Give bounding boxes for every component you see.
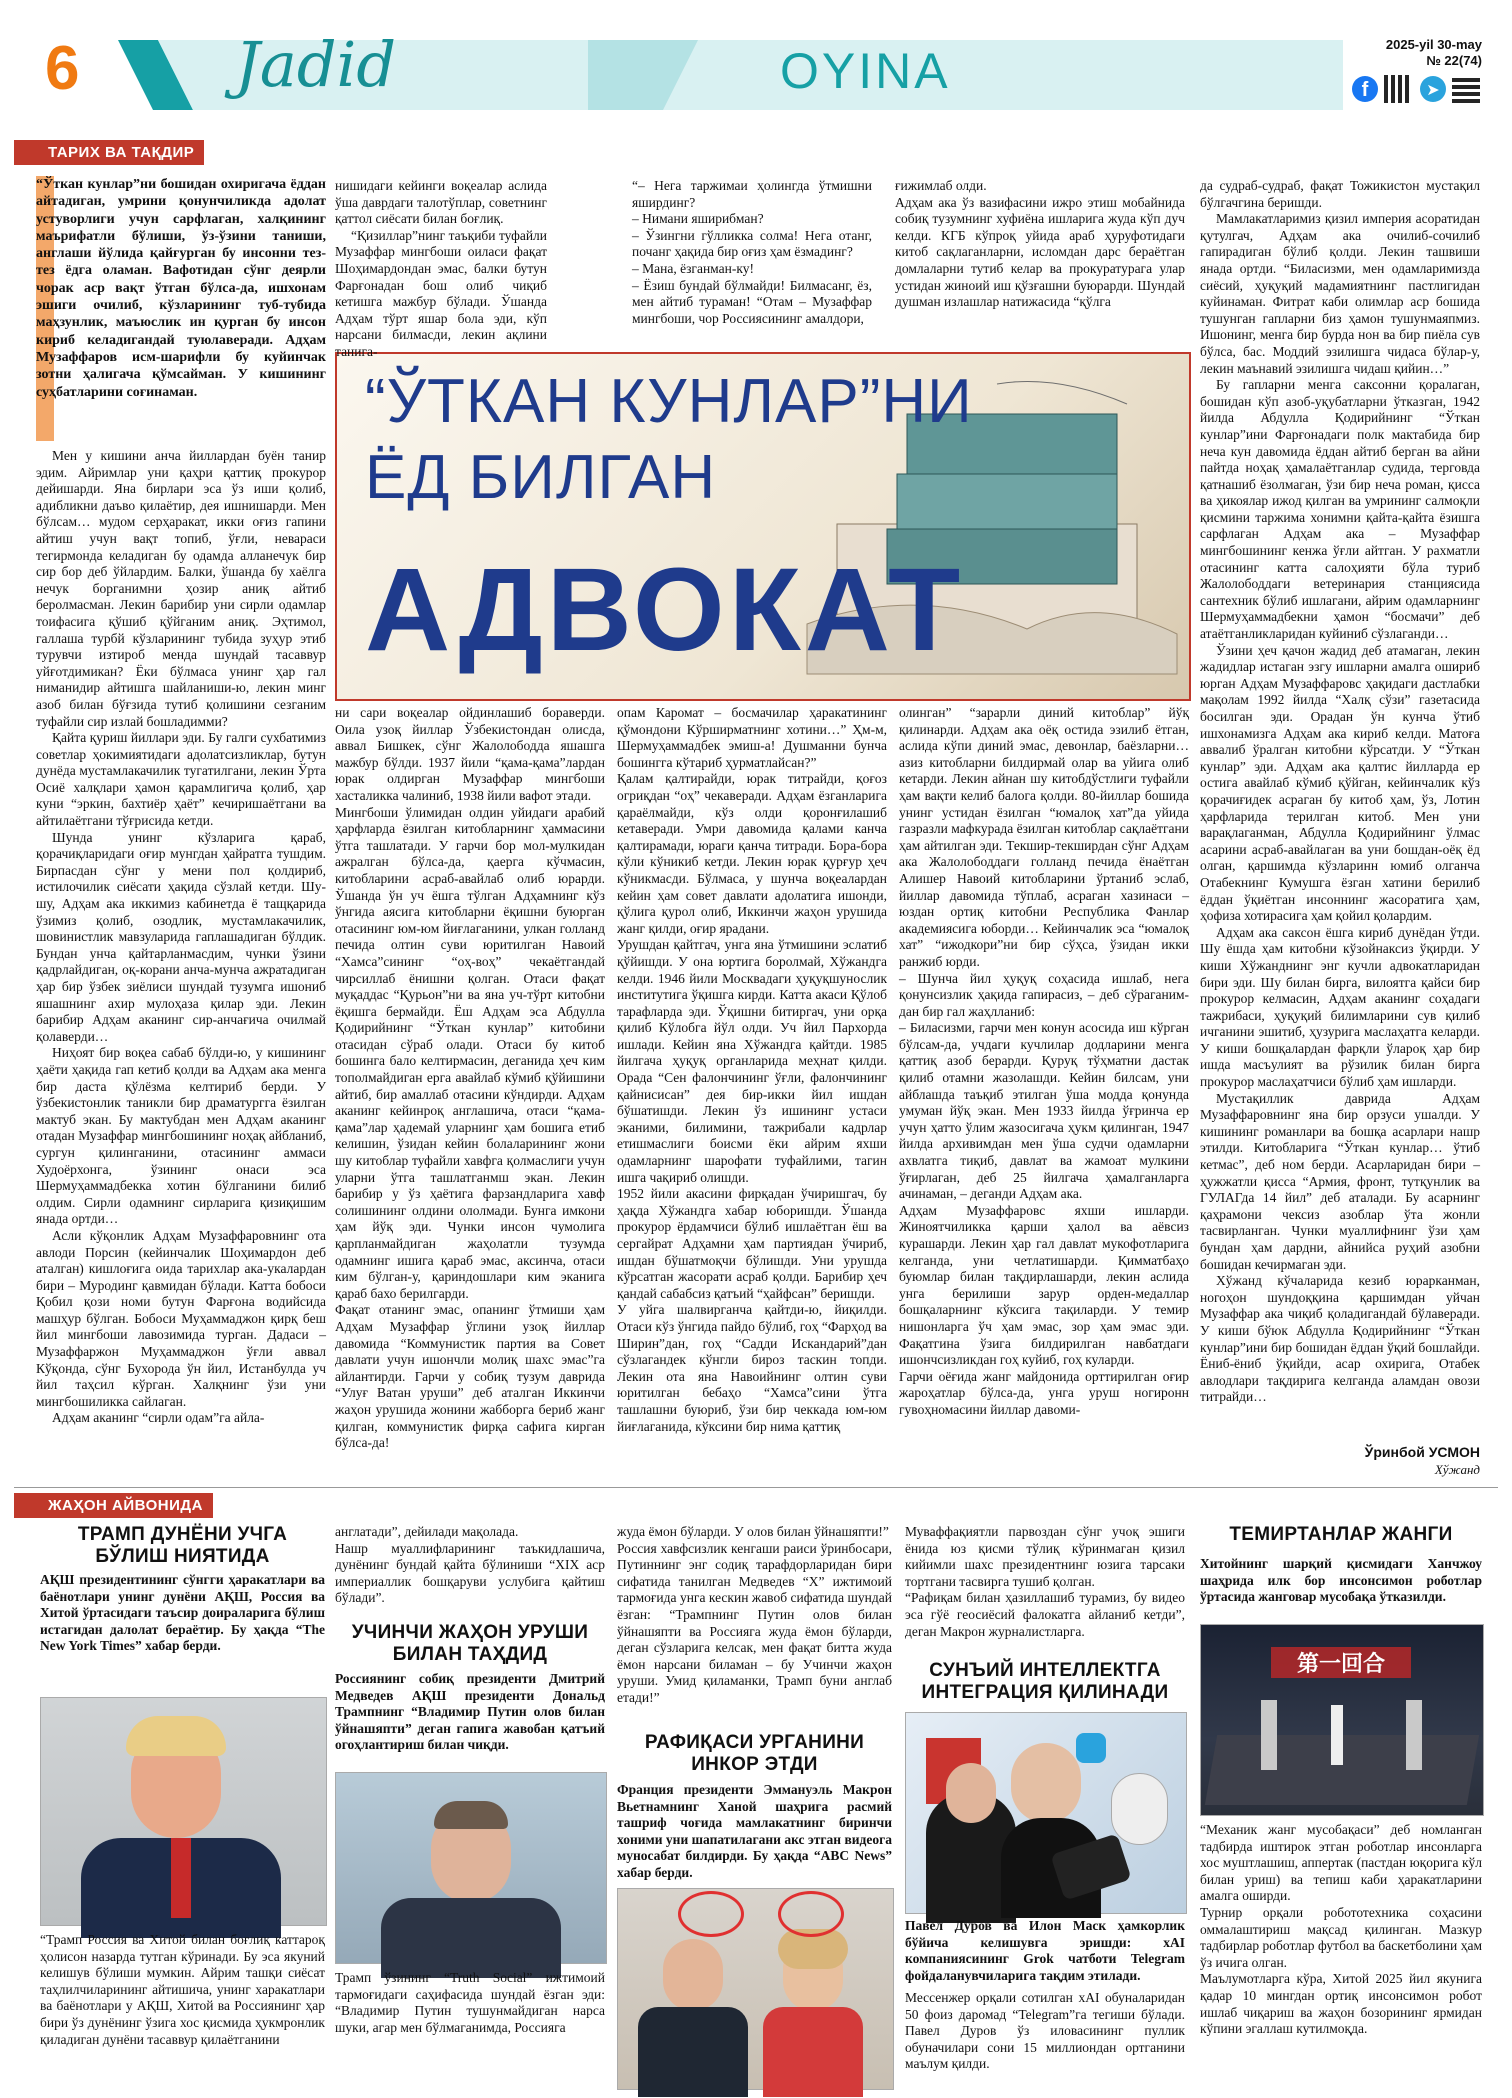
section-name: OYINA [780, 43, 951, 99]
qr-code-icon[interactable] [1384, 75, 1412, 103]
medvedev-photo [335, 1772, 607, 1964]
paragraph: Ниҳоят бир воқеа сабаб бўлди-ю, у кишининг ҳаёти ҳақида гап кетиб қолди ва Адҳам ака менга бир даста қўлёзма келтириб берди. У ўзбекистонлик таникли бир драматургга ёзилган мактуб экан. Бу мактубдан мен Адҳам аканинг отадан Музаффар мингбошининг ноҳақ айбланиб, сургун қилинганини, отасининг аммаси Худоёрхонга, ўзининг онаси эса Шермуҳаммадбекка хотин бўлганини билиб олдим. Сирли одамнинг сирларига қизиқишим янада ортди… [36, 1045, 326, 1227]
article-body: Трамп ўзининг “Truth Social” ижтимоий тармоғидаги саҳифасида шундай ёзган эди: “Владимир Путин тушунмайдиган нарса шуки, агар мен бўлмаганимда, Россияга [335, 1970, 605, 2035]
feature-title-block [335, 352, 1191, 701]
trump-photo [40, 1697, 327, 1926]
article-title: ТРАМП ДУНЁНИ УЧГА БЎЛИШ НИЯТИДА [77, 1524, 288, 1567]
article-title: РАФИҚАСИ УРГАНИНИ ИНКОР ЭТДИ [644, 1732, 865, 1775]
paragraph: Асли кўқонлик Адҳам Музаффаровнинг ота авлоди Порсин (кейинчалик Шоҳимардон деб аталган) кишлоғига оида тарихлар ака-укалардан бири – Муродинг қавмидан бўлади. Катта бобоси Қобил қози номи бутун Фарғона водийсида машҳур бўлган. Бобоси Муҳаммаджон қирқ беш йил мингбоши лавозимида турган. Дадаси – Музаффаржон Муҳаммаджон ўғли аввал Кўқонда, сўнг Бухорода ўн йил, Истанбулда уч йил таҳсил кўрган. Халқнинг ўзи уни мингбошиликка сайлаган. [36, 1227, 326, 1409]
section-rubric: ТАРИХ ВА ТАҚДИР [14, 140, 204, 165]
article-title: СУНЪИЙ ИНТЕЛЛЕКТГА ИНТЕГРАЦИЯ ҚИЛИНАДИ [921, 1660, 1169, 1703]
article-body: жуда ёмон бўларди. У олов билан ўйнашяпти!” Россия хавфсизлик кенгаши раиси ўринбосари, Путиннинг энг содиқ тарафдорларидан бири сифатида танилган Медведев “X” ижтимоий тармоғида унга кескин жавоб сифатида шундай ёзган: “Трампнинг Путин олов билан ўйнашяпти ва Россияга жуда ёмон бўларди, деган сўзларига келсак, мен фақат битта жуда ёмон нарсани биламан – бу Учинчи жаҳон уруши. Умид қиламанки, Трамп буни англаб етади!” [617, 1524, 892, 1705]
paragraph: Бу гапларни менга саксонни қоралаган, бошидан кўп азоб-уқубатларни ўтказган, 1942 йилда Абдулла Қодирийнинг “Ўткан кунлар”ини Фарғонадаги полк мактабида бир неча кун давомида ёддан айтиб берган ва айни пайтда ноҳақ ҳамалаётганлар судида, терговда қатнашиб ёзолмаган, ўзи бир неча роман, қисса ва ҳикоялар ижод қилган ва умрининг салмоқли қисмини таржима хонимни қайта-қайта ёзишга сарфлаган Адҳам ака – Музаффар мингбошининг кенжа ўғли айтган. У рахматли отасининг катта салоҳияти бўла туриб Жалолободдаги ветеринария станциясида сантехник бўлиб ишлагани, айрим одамларнинг Шермуҳаммадбекни ҳамон “босмачи” деб атаётганликларидан куйиниб сўзлаганди… [1200, 377, 1480, 642]
article-col3-lower: опам Каромат – босмачилар ҳаракатининг қўмондони Кўрширматнинг хотини…” Ҳм-м, Шермуҳаммадбек эмиш-а! Душманни бунча бошингга кўтариб ҳурматлайсан?” Қалам қалтирайди, юрак титрайди, қоғоз огриқдан “оҳ” чекаверади. Адҳам ёзганларига қараёлмайди, кўз олди қоронғилашиб кетаверади. Умри давомида қалами канча қалтирамади, юраги қанча титради. Бора-бора кўли кўникиб кетди. Лекин юрак қурғур ҳеч кўникмасди. Бўлмаса, у шунча воқеалардан кейин ҳам совет давлати адолатига ишонди, қўлига қурол олиб, Иккинчи жаҳон урушида жанг қилди, оғир ярадани. Урушдан қайтгач, унга яна ўтмишини эслатиб қўйишди. У она юртига боролмай, Хўжандга келди. 1946 йили Москвадаги ҳуқуқшунослик институтига ўқишга кирди. Катта акаси Қўлоб тарафларда эди. Ўқишни битиргач, уни орқа қилиб Кўлобга йўл олди. Уч йил Пархорда ишлади. Кейин яна Хўжандга қайтди. 1985 йилгача ҳуқуқ органларида меҳнат қилди. Орада “Сен фалончининг ўғли, фалончининг қайнисисан” дея бир-икки йил ишдан бўшатишди. Лекин ўз ишининг устаси эканими, билимини, тажрибали кадрлар етишмаслиги боисми ёки айрим яхши одамларнинг шарофати туфайлими, тагин ишга чақириб олишди. 1952 йили акасини фирқадан ўчиришгач, бу ҳақда Хўжандга хабар юборишди. Ўшанда прокурор ёрдамчиси бўлиб ишлаётган ёш ва сергайрат Адҳамни ҳам партиядан ўчириб, ишдан бўшатмоқчи бўлишди. Уни урушда кўрсатган жасорати асраб қолди. Барибир ҳеч қандай сабабсиз қатъий “ҳайфсан” беришди. У уйга шалвирганча қайтди-ю, йиқилди. Отаси кўз ўнгида пайдо бўлиб, гоҳ “Фарҳод ва Ширин”дан, гоҳ “Садди Искандарий”дан сўзлагандек кўнгли бирoз таскин топди. Лекин ота яна Навоийнинг олтин суви юритилган бебаҳо “Хамса”сини ўтга ташлашни буюриб, ўзи бир чеккада юм-юм йиғлаганида, кўксини бир нима қаттиқ [617, 705, 887, 1434]
paragraph: да судраб-судраб, фақат Тожикистон мустақил бўлгачгина беришди. [1200, 178, 1480, 210]
paragraph: Шунда унинг кўзларига қараб, қорачиқларидаги оғир мунгдан ҳайратга тушдим. Бирпасдан сўнг у мени пол қолдириб, истилочилик сиёсати ҳақида сўзлай кетди. Шу-шу, Адҳам ака иккимиз кабинетда ё тащқарида ўзимиз қолиб, озодлик, мустамлакачилик, шовинистлик мавзуларида гаплашадиган бўлдик. Бундан унча қайтарланмасдим, чунки ўзини қадрлайдиган, оқ-корани анча-мунча ажратадиган ҳар бир ўзбек зиёлиси шундай тузумга ишониб яшашнинг ахир мулоҳаза қилар эди. Лекин барибир Адҳам аканинг сир-анчағича очилмай қолаверди… [36, 829, 326, 1044]
paragraph: Адҳам ака саксон ёшга кириб дунёдан ўтди. Шу ёшда ҳам китобни кўзойнаксиз ўқирди. У киши Хўжанднинг энг кучли адвокатларидан бири эди. Шу билан бирга, вилоятга қайси бир прокурор келмасин, Адҳам аканинг соҳадаги тажрибаси, ҳуқуқий билимларини сув қилиб ичганини эшитиб, ҳузурига маслаҳатга келарди. У киши бошқалардан фарқли ўлароқ ҳар бир ишда масъулият ва рўзилик билан бирга прокурор маслаҳатчиси бўлиб ҳам ишларди. [1200, 924, 1480, 1090]
durov-musk-photo [905, 1712, 1187, 1914]
robot-fight-photo [1200, 1624, 1484, 1816]
article-body: Муваффақиятли парвоздан сўнг учоқ эшиги ёнида юз қисми тўлиқ кўринмаган қизил кийимли шахс президентнинг юзига тарсаки тортгани тасвирга тушиб қолган. “Рафиқам билан ҳазиллашиб турамиз, бу видео эса гўё геосиёсий фалокатга айланиб кетди”, деган Макрон журналистларга. [905, 1524, 1185, 1639]
paragraph: Ўзини ҳеч қачон жадид деб атамаган, лекин жадидлар истаган эзгу ишларни амалга ошириб юрган Адҳам Музаффаровс ҳақидаги дастлабки мақолам 1992 йилда “Халқ сўзи” газетасида босилган эди. Орадан ўн кунча ўтиб ишхонамизга Адҳам ака кириб келди. Матоға аввалиб ўралган китобни кўрсатди. У “Ўткан кунлар” эди. Адҳам ака қалтис йилларда ер остига авайлаб кўмиб қўйган, кейинчалик кўз қорачиғидек асраган бу китоб ҳам, ўз, Лотин ҳарфларида терилган китоб. Мен уни варақлаганман, Абдулла Қодирийнинг ўлмас асарини асраб-авайлаган ва уни бошдан-оёқ ёд олган, қаршимда кўзларинн юмиб олганча Отабекнинг Кумушга ёзган хатини берилиб ёддан ўқиётган инсоннинг жасоратига ҳам, ҳофиза хотирасига ҳам қойил қолардим. [1200, 642, 1480, 924]
article-body: Мессенжер орқали сотилган xAI обуналаридан 50 фоиз даромад “Telegram”га тегиши бўлади. Павел Дуров ўз иловасининг пуллик обуначилари сони 15 миллиондан ортганини маълум қилди. [905, 1990, 1185, 2072]
paragraph: Хўжанд кўчаларида кезиб юрарканман, ногоҳон шундоққина қаршимдан уйчан Музаффар ака чиқиб қоладигандай бўлаверади. У киши бўюк Абдулла Қодирийнинг “Ўткан кунлар”ини бир бошидан ёддан ўқий бошлайди. Ёниб-ёниб ўқийди, асар охирига, Отабек авлодлари тақдирига келганда аламдан овози титрайди… [1200, 1273, 1480, 1405]
article-lead: АҚШ президентининг сўнгги ҳаракатлари ва баёнотлари унинг дунёни АҚШ, Россия ва Хитой ўртасидаги таъсир доираларига бўлиш истагидан далолат бераётир. Бу ҳақда “The New York Times” хабар берди. [40, 1572, 325, 1654]
article-body: “Трамп Россия ва Хитой билан боғлиқ каттароқ ҳолисон назарда тутган кўринади. Бу эса якуний келишув бўлиши мумкин. Айрим ташқи сиёсат таҳлилчиларининг айтишича, унинг харакатлари ва баёнотлари у АҚШ, Хитой ва Россиянинг ҳар бири ўз дунёнинг ўзига хос қисмида ҳукмронлик қиладиган дунёни тасаввур қилаётганини [40, 1932, 325, 2047]
qr-code-icon[interactable] [1452, 75, 1480, 103]
article-lead: Франция президенти Эммануэль Макрон Вьетнамнинг Ханой шаҳрига расмий ташриф чоғида мамлакатнинг биринчи хоними уни шапатилагани акс этган видеога муносабат билдирди. Бу ҳақда “ABC News” хабар берди. [617, 1782, 892, 1880]
title-line-3: АДВОКАТ [365, 544, 965, 676]
facebook-icon[interactable]: f [1352, 76, 1378, 102]
paragraph: Мамлакатларимиз қизил империя асоратидан қутулгач, Адҳам ака очилиб-сочилиб гапирадиган бўлиб қолди. Лекин ташвиши янада ортди. “Биласизми, мен одамларимизда сиёсий, ҳуқуқий мадамиятнинг пастлигидан куйинаман. Фитрат каби олимлар аср бошида тушунган гапларни биз ҳамон тушунмаяпмиз. Ишонинг, менга бир бурда нон ва бир пиёла сув бўлса, бас. Моддий эзилишга чидаса бўлар-у, лекин маънавий эзилишга чидаш қийин…” [1200, 211, 1480, 376]
article-body: англатади”, дейилади мақолада. Нашр муаллифларининг таъкидлашича, дунёнинг бундай қайта бўлиниши “XIX аср империаллик бошқаруви услубига қайтиш бўлади”. [335, 1524, 605, 1606]
article-col2-top: нишидаги кейинги воқеалар аслида ўша даврдаги талотўплар, советнинг қаттол сиёсати билан боғлиқ. “Қизиллар”нинг таъқиби туфайли Музаффар мингбоши оиласи фақат Шоҳимардондан эмас, балки бутун Фарғонадан бош олиб чиқиб кетишга мажбур бўлади. Ўшанда Адҳам тўрт яшар бола эди, кўп нарсани билмасди, лекин ақлини танига- [335, 178, 547, 359]
macron-photo [617, 1888, 894, 2090]
article-lead: “Ўткан кунлар”ни бошидан охиригача ёддан айтадиган, умрини қонунчиликда адолат устуворлиги учун сарфлаган, халқининг маърифатли бўлиши, ўз-ўзини таниши, англаши йўлида қайғурган бу инсонни тез-тез ёдга оламан. Вафотидан сўнг деярли чорак аср вақт ўтган бўлса-да, ишхонам эшиги очилиб, кўзларининг туб-тубида маҳзунлик, маъюслик ин қурган бу инсон кириб келадигандай туюлаверади. Адҳам Музаффаров исм-шарифли бу куйинчак зотни ҳалигача қўмсайман. У кишининг суҳбатларини соғинаман. [36, 176, 326, 441]
article-lead: Павел Дуров ва Илон Маск ҳамкорлик бўйича келишувга эришди: xAI компаниясининг Grok чатботи Telegram фойдаланувчиларига тақдим этилади. [905, 1918, 1185, 1983]
social-icons [1352, 73, 1482, 107]
article-col4-lower: олинган” “зарарли диний китоблар” йўқ қилинарди. Адҳам ака оёқ остида эзилиб ётган, аслида кўпи диний эмас, девонлар, баёзларни… азиз китобларни билдирмай олар ва уйига олиб кетарди. Лекин айнан шу китобдўстлиги туфайли ҳам вақти келиб балога қолди. 80-йиллар бошида унинг устидан ёзилган “юмалоқ хат”да уйида газразли мафкурада ёзилган китоблар сақлаётгани ҳам айтилган эди. Текшир-текширдан сўнг Адҳам ака Жалолободдаги голланд печида ёнаётган Алишер Навоий китобларини ўртаниб эслаб, йиллар давомида тўплаб, асраган хазинаси – юздан ортиқ китобни Республика Фанлар академиясига юборди… Кейинчалик эса “юмалоқ хат” “ижодкори”ни бир сўҳса, ўзидан икки ранжиб юрди. – Шунча йил ҳуқуқ соҳасида ишлаб, нега қонунсизлик ҳақида гапирасиз, – деб сўраганимдан бир гал жаҳлланиб: – Биласизми, гарчи мен конун асосида иш кўрган бўлсам-да, учдаги кучлилар додларини менга қаттиқ азоб берарди. Қуруқ тўҳматни дастак қилиб отамни жазолашди. Кейин билсам, уни айблашда таъқиб этилган ўша модда қонунда умуман йўқ экан. Мен 1933 йилда ўғринча ер учун ҳатто ўлим жазосигача ҳукм қилинган, 1947 йилда архивимдан мен ўша судчи одамларни ахвлатга тиқиб, давлат ва жамоат мулкини ўғирлаган, деб 25 йилгача ҳамалганларга ачинаман, – деганди Адҳам ака. Адҳам Музаффаровс яхши ишларди. Жиноятчиликка қарши ҳалол ва аёвсиз курашарди. Лекин ҳар гал давлат мукофотларига келганда, уни четлатишарди. Қимматбаҳо буюмлар билан тақдирлашарди, лекин аслида унга берилиши зарур орден-медаллар бошқаларнинг кўксига тақиларди. У темир нишонларга ўч ҳам эмас, зор ҳам эмас эди. Фақатгина ўзига билдирилган навбатдаги ишончсизликдан гоҳ куйиб, гоҳ куларди. Гарчи оёғида жанг майдонида орттирилган оғир жароҳатлар бўлса-да, унга уруш ногиронн гувоҳномасини йиллар давоми- [899, 705, 1189, 1417]
arena-banner: 第一回合 [1271, 1647, 1411, 1678]
author-name: Ўринбой УСМОН [1364, 1444, 1480, 1460]
article-title: УЧИНЧИ ЖАҲОН УРУШИ БИЛАН ТАҲДИД [351, 1622, 589, 1665]
brand-logo: Jadid [235, 28, 397, 101]
page-number: 6 [45, 34, 80, 103]
article-col3-top: “– Нега таржимаи ҳолингда ўтмишни яширдинг? – Нимани яширибман? – Ўзингни гўлликка солма! Нега отанг, почанг ҳақида бир оғиз ҳам ёзмадинг? – Мана, ёзганман-ку! – Ёзиш бундай бўлмайди! Билмасанг, ёз, мен айтиб тураман! “Отам – Музаффар мингбоши, чор Россиясининг амалдори, [632, 178, 872, 326]
article-col5 [1200, 178, 1480, 1468]
section-rubric: ЖАҲОН АЙВОНИДА [14, 1493, 213, 1518]
telegram-icon[interactable]: ➤ [1420, 76, 1446, 102]
issue-number: № 22(74) [1426, 53, 1482, 68]
article-lead: Хитойнинг шарқий қисмидаги Ханчжоу шаҳрида илк бор инсонсимон роботлар ўртасида жанговар мусобақа ўтказилди. [1200, 1556, 1482, 1605]
author-city: Хўжанд [1434, 1462, 1480, 1477]
article-col2-lower: ни сари воқеалар ойдинлашиб бораверди. Оила узоқ йиллар Ўзбекистондан олисда, аввал Бишкек, сўнг Жалолободда яшашга мажбур бўлди. 1937 йили “қама-қама”лардан юрак олдирган Музаффар мингбоши хасталикка чалиниб, 1938 йили вафот этади. Мингбоши ўлимидан олдин уйидаги арабий ҳарфларда ёзилган китобларнинг ҳаммасини ўтга ташлатади. У гарчи бор мол-мулкидан ажралган бўлса-да, қаерга кўчмасин, китобларини асраб-авайлаб олиб юрарди. Ўшанда ўн уч ёшга тўлган Адҳамнинг кўз ўнгида аясига китобларни ёқишни буюрган отасининг юм-юм йиғлаганини, улкан голланд печида олтин суви юритилган Навоий “Хамса”сининг “оҳ-воҳ” чекаётгандай чирсиллаб ёнишни қолган. Отаси фақат муқаддас “Қурьон”ни ва яна уч-тўрт китобни ёқишга бермайди. Ёш Адҳам эса Абдулла Қодирийнинг “Ўткан кунлар” китобини отасидан сўраб олади. Отаси бу китоб бошинга бало келтирмасин, деганида ҳеч ким тополмайдиган ерга авайлаб кўмиб қўйишини айтиб, бир амаллаб отасини кўндирди. Адҳам аканинг кейинроқ англашича, отаси “қама-қама”лар ҳадемай уларнинг ҳам бошига етиб келишин, ўзидан кейин болаларининг жони шу китоблар туфайли хавфга қолмаслиги учун уларни ўтга ташлатганмш экан. Лекин барибир у ўз ҳаётига фарзандларига хавф солишининг олдини ололмади. Бунга имкони ҳам йўқ эди. Чунки инсон чумолига қарпланмайдиган жаҳолатли тузумда одамнинг ишига қараб эмас, аксинча, отаси ким бўлган-у, қариндошлари ким эканига қараб бахо берилгарди. Фақат отанинг эмас, опанинг ўтмиши ҳам Адҳам Музаффар ўглини узоқ йиллар давомида “Коммунистик партия вa Совет давлати учун ишончли молиқ шахс эмас”га айлантирди. Гарчи у собиқ тузум даврида “Улуғ Ватан уруши” деб аталган Иккинчи жаҳон урушида жонини жабборга бериб жанг қилган, коммунистик фирқа сафига кирган бўлса-да! [335, 705, 605, 1451]
page-header [0, 0, 1512, 118]
paragraph: Адҳам аканинг “сирли одам”га айла- [52, 1410, 265, 1426]
article-lead: Россиянинг собиқ президенти Дмитрий Медведев АҚШ президенти Дональд Трампнинг “Владимир Путин олов билан ўйнашяпти” деган гапига жавобан қатъий огоҳлантириш билан чиқди. [335, 1671, 605, 1753]
article-body: “Механик жанг мусобақаси” деб номланган тадбирда иштирок этган роботлар инсонларга хос муштлашиш, аппертак (пастдан юқорига кўл билан уриш) ва тепиш каби ҳаракатларини амалга оширди. Турнир орқали робототехника соҳасини оммалаштириш мақсад қилинган. Мазкур тадбирлар роботлар футбол ва баскетболини ҳам ўз ичига олган. Маълумотларга кўра, Хитой 2025 йил якунига қадар 10 мингдан ортиқ инсонсимон робот ишлаб чиқариш ва жаҳон бозорининг ярмидан кўпини эгаллаш кутилмоқда. [1200, 1822, 1482, 2037]
article-col1 [36, 448, 326, 1488]
paragraph: Мен у кишини анча йиллардан буён танир эдим. Айримлар уни қаҳри қаттиқ прокурор дейишарди. Яна бирлари эса ўз иши қолиб, адибликни даъво қилаётир, дея ишнишарди. Мен бўлсам… мудом серҳаракат, икки оғиз гапини айтиш учун вақт топиб, ўғли, невараси тегирмонда келадиган бу одамда алланечук бир сир бор деб ўйлардим. Балки, ўшанда бу хаёлга нечук борганимни ҳозир аниқ айтиб беролмасман. Лекин барибир уни сирли одамлар тоифасига қўшиб қўйганим аниқ. Эҳтимол, галлаша турбй кўзларининг тубида зуҳур этиб турувчи изтироб менда шундай тасаввур уйғотдимикан? Ёки бўлмаса унинг ҳар гал ниманидир айтишга шайланиши-ю, лекин минг азоб билан бўғзида тутиб қолишини сезганим туфайли сир излай бошладимми? [36, 448, 326, 729]
title-line-2: ЁД БИЛГАН [365, 443, 717, 512]
issue-date: 2025-yil 30-may [1385, 37, 1482, 52]
section-divider [14, 1487, 1498, 1488]
title-line-1: “ЎТКАН КУНЛАР”НИ [365, 367, 973, 436]
paragraph: Қайта қуриш йиллари эди. Бу галги сухбатимиз советлар ҳокимиятидаги адолатсизликлар, бутун дунёда мустамлакачилик тугатилгани, лекин Ўрта Осиё халқлари ҳамон қарамлигича қолиб, ҳар куни “эркин, бахтиёр ҳаёт” кечиришаётгани ва айтилаётгани тўғрисида кетди. [36, 730, 326, 829]
paragraph: Мустақиллик даврида Адҳам Музаффаровнинг яна бир орзуси ушалди. У кишининг романлари ва бошқа асарлари нашр этилди. Китобларига “Ўткан кунлар… ўтиб кетмас”, деб ном берди. Асарларидан бири – ҳужжатли қисса “Армия, фронт, тутқунлик ва ГУЛАГда 14 йил” деб аталади. Бу асарнинг қаҳрамони чексиз азоблар ўта жонли тасвирланган. Чунки муаллифнинг ўзи ҳам бундан ҳам дардни, айнийса руҳий азобни бошидан кечирмаган эди. [1200, 1090, 1480, 1272]
article-title: ТЕМИРТАНЛАР ЖАНГИ [1229, 1524, 1453, 1545]
article-col4-top: ғижимлаб олди. Адҳам ака ўз вазифасини ижро этиш мобайнида собиқ тузумнинг хуфиёна ишларига жуда кўп дуч келди. КГБ кўпроқ уйида араб ҳуруфотидаги китоб сақлаганларни, исломдан дарс бераётган домлаларни тутиб келар ва прокуратурага улар устидан жиноий иш қўзғашни буюрарди. Шундай душман излашлар натижасида “қўлга [895, 178, 1185, 310]
